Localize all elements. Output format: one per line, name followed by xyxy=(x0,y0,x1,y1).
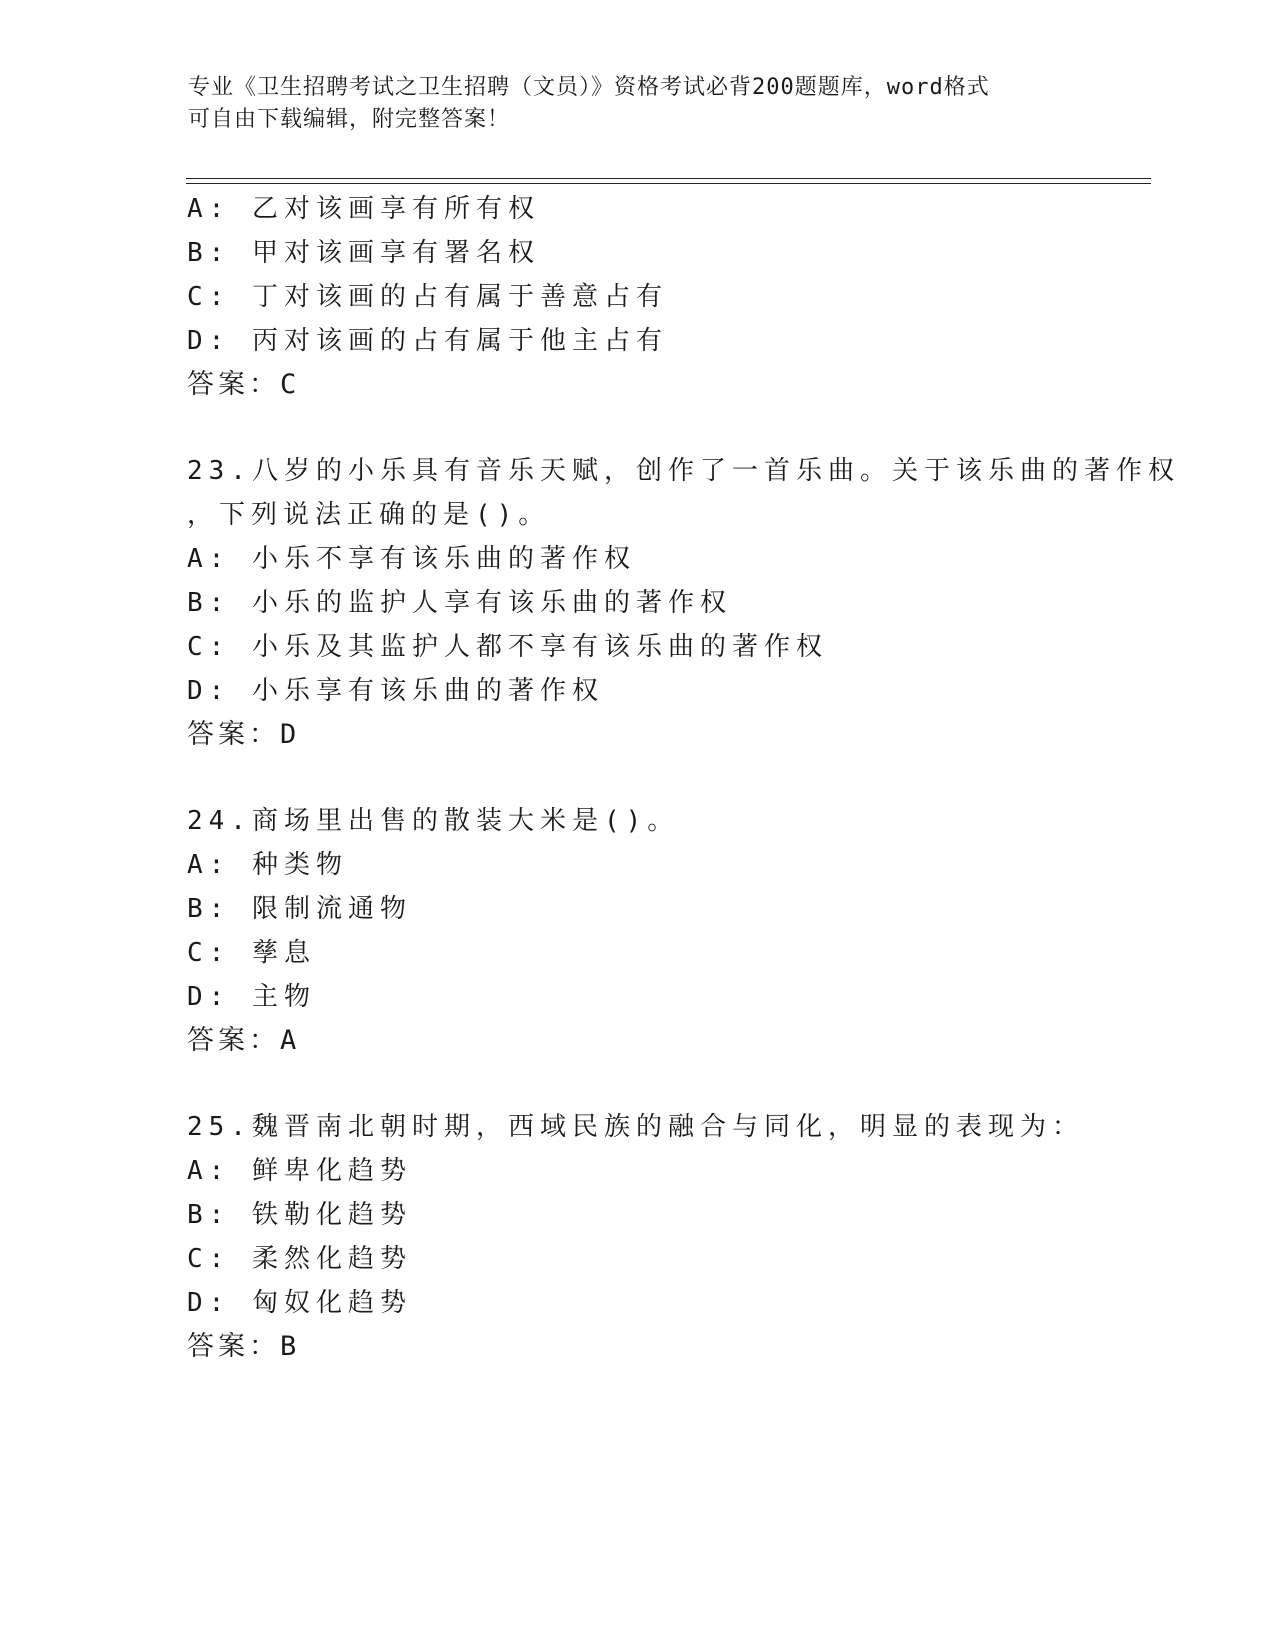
document-header xyxy=(188,72,1088,136)
header-divider-bottom xyxy=(186,183,1151,184)
q25-stem-line-1: 25.魏晋南北朝时期，西域民族的融合与同化，明显的表现为： xyxy=(187,1112,1084,1142)
q22-option-b: B: 甲对该画享有署名权 xyxy=(187,238,540,268)
q22-answer-label: 答案： xyxy=(187,369,280,400)
q25-option-d: D: 匈奴化趋势 xyxy=(187,1288,412,1318)
q24-stem-line-1: 24.商场里出售的散装大米是()。 xyxy=(187,806,680,836)
q25-answer-label: 答案： xyxy=(187,1331,280,1362)
header-line-1: 专业《卫生招聘考试之卫生招聘（文员）》资格考试必背200题题库，word格式 xyxy=(188,75,990,100)
header-line-2: 可自由下载编辑，附完整答案！ xyxy=(188,107,511,132)
q23-option-a: A: 小乐不享有该乐曲的著作权 xyxy=(187,544,636,574)
q24-answer xyxy=(187,1025,297,1057)
q24-answer-value: A xyxy=(280,1025,298,1056)
q23-stem-line-2: ，下列说法正确的是()。 xyxy=(187,500,551,530)
q22-option-a: A: 乙对该画享有所有权 xyxy=(187,194,540,224)
q23-option-d: D: 小乐享有该乐曲的著作权 xyxy=(187,676,604,706)
q22-option-d: D: 丙对该画的占有属于他主占有 xyxy=(187,326,668,356)
q22-option-c: C: 丁对该画的占有属于善意占有 xyxy=(187,282,668,312)
q25-option-c: C: 柔然化趋势 xyxy=(187,1244,412,1274)
q25-option-b: B: 铁勒化趋势 xyxy=(187,1200,412,1230)
q23-answer-label: 答案： xyxy=(187,719,280,750)
q24-option-c: C: 孳息 xyxy=(187,938,316,968)
q23-option-b: B: 小乐的监护人享有该乐曲的著作权 xyxy=(187,588,732,618)
q25-answer xyxy=(187,1331,297,1363)
q24-option-a: A: 种类物 xyxy=(187,850,348,880)
q23-answer-value: D xyxy=(280,719,298,750)
q24-option-b: B: 限制流通物 xyxy=(187,894,412,924)
header-divider-top xyxy=(186,178,1151,179)
q24-option-d: D: 主物 xyxy=(187,982,316,1012)
q25-option-a: A: 鲜卑化趋势 xyxy=(187,1156,412,1186)
q23-answer xyxy=(187,719,297,751)
q24-answer-label: 答案： xyxy=(187,1025,280,1056)
q22-answer-value: C xyxy=(280,369,298,400)
q23-stem-line-1: 23.八岁的小乐具有音乐天赋，创作了一首乐曲。关于该乐曲的著作权 xyxy=(187,456,1180,486)
q22-answer xyxy=(187,369,297,401)
q25-answer-value: B xyxy=(280,1331,298,1362)
q23-option-c: C: 小乐及其监护人都不享有该乐曲的著作权 xyxy=(187,632,828,662)
